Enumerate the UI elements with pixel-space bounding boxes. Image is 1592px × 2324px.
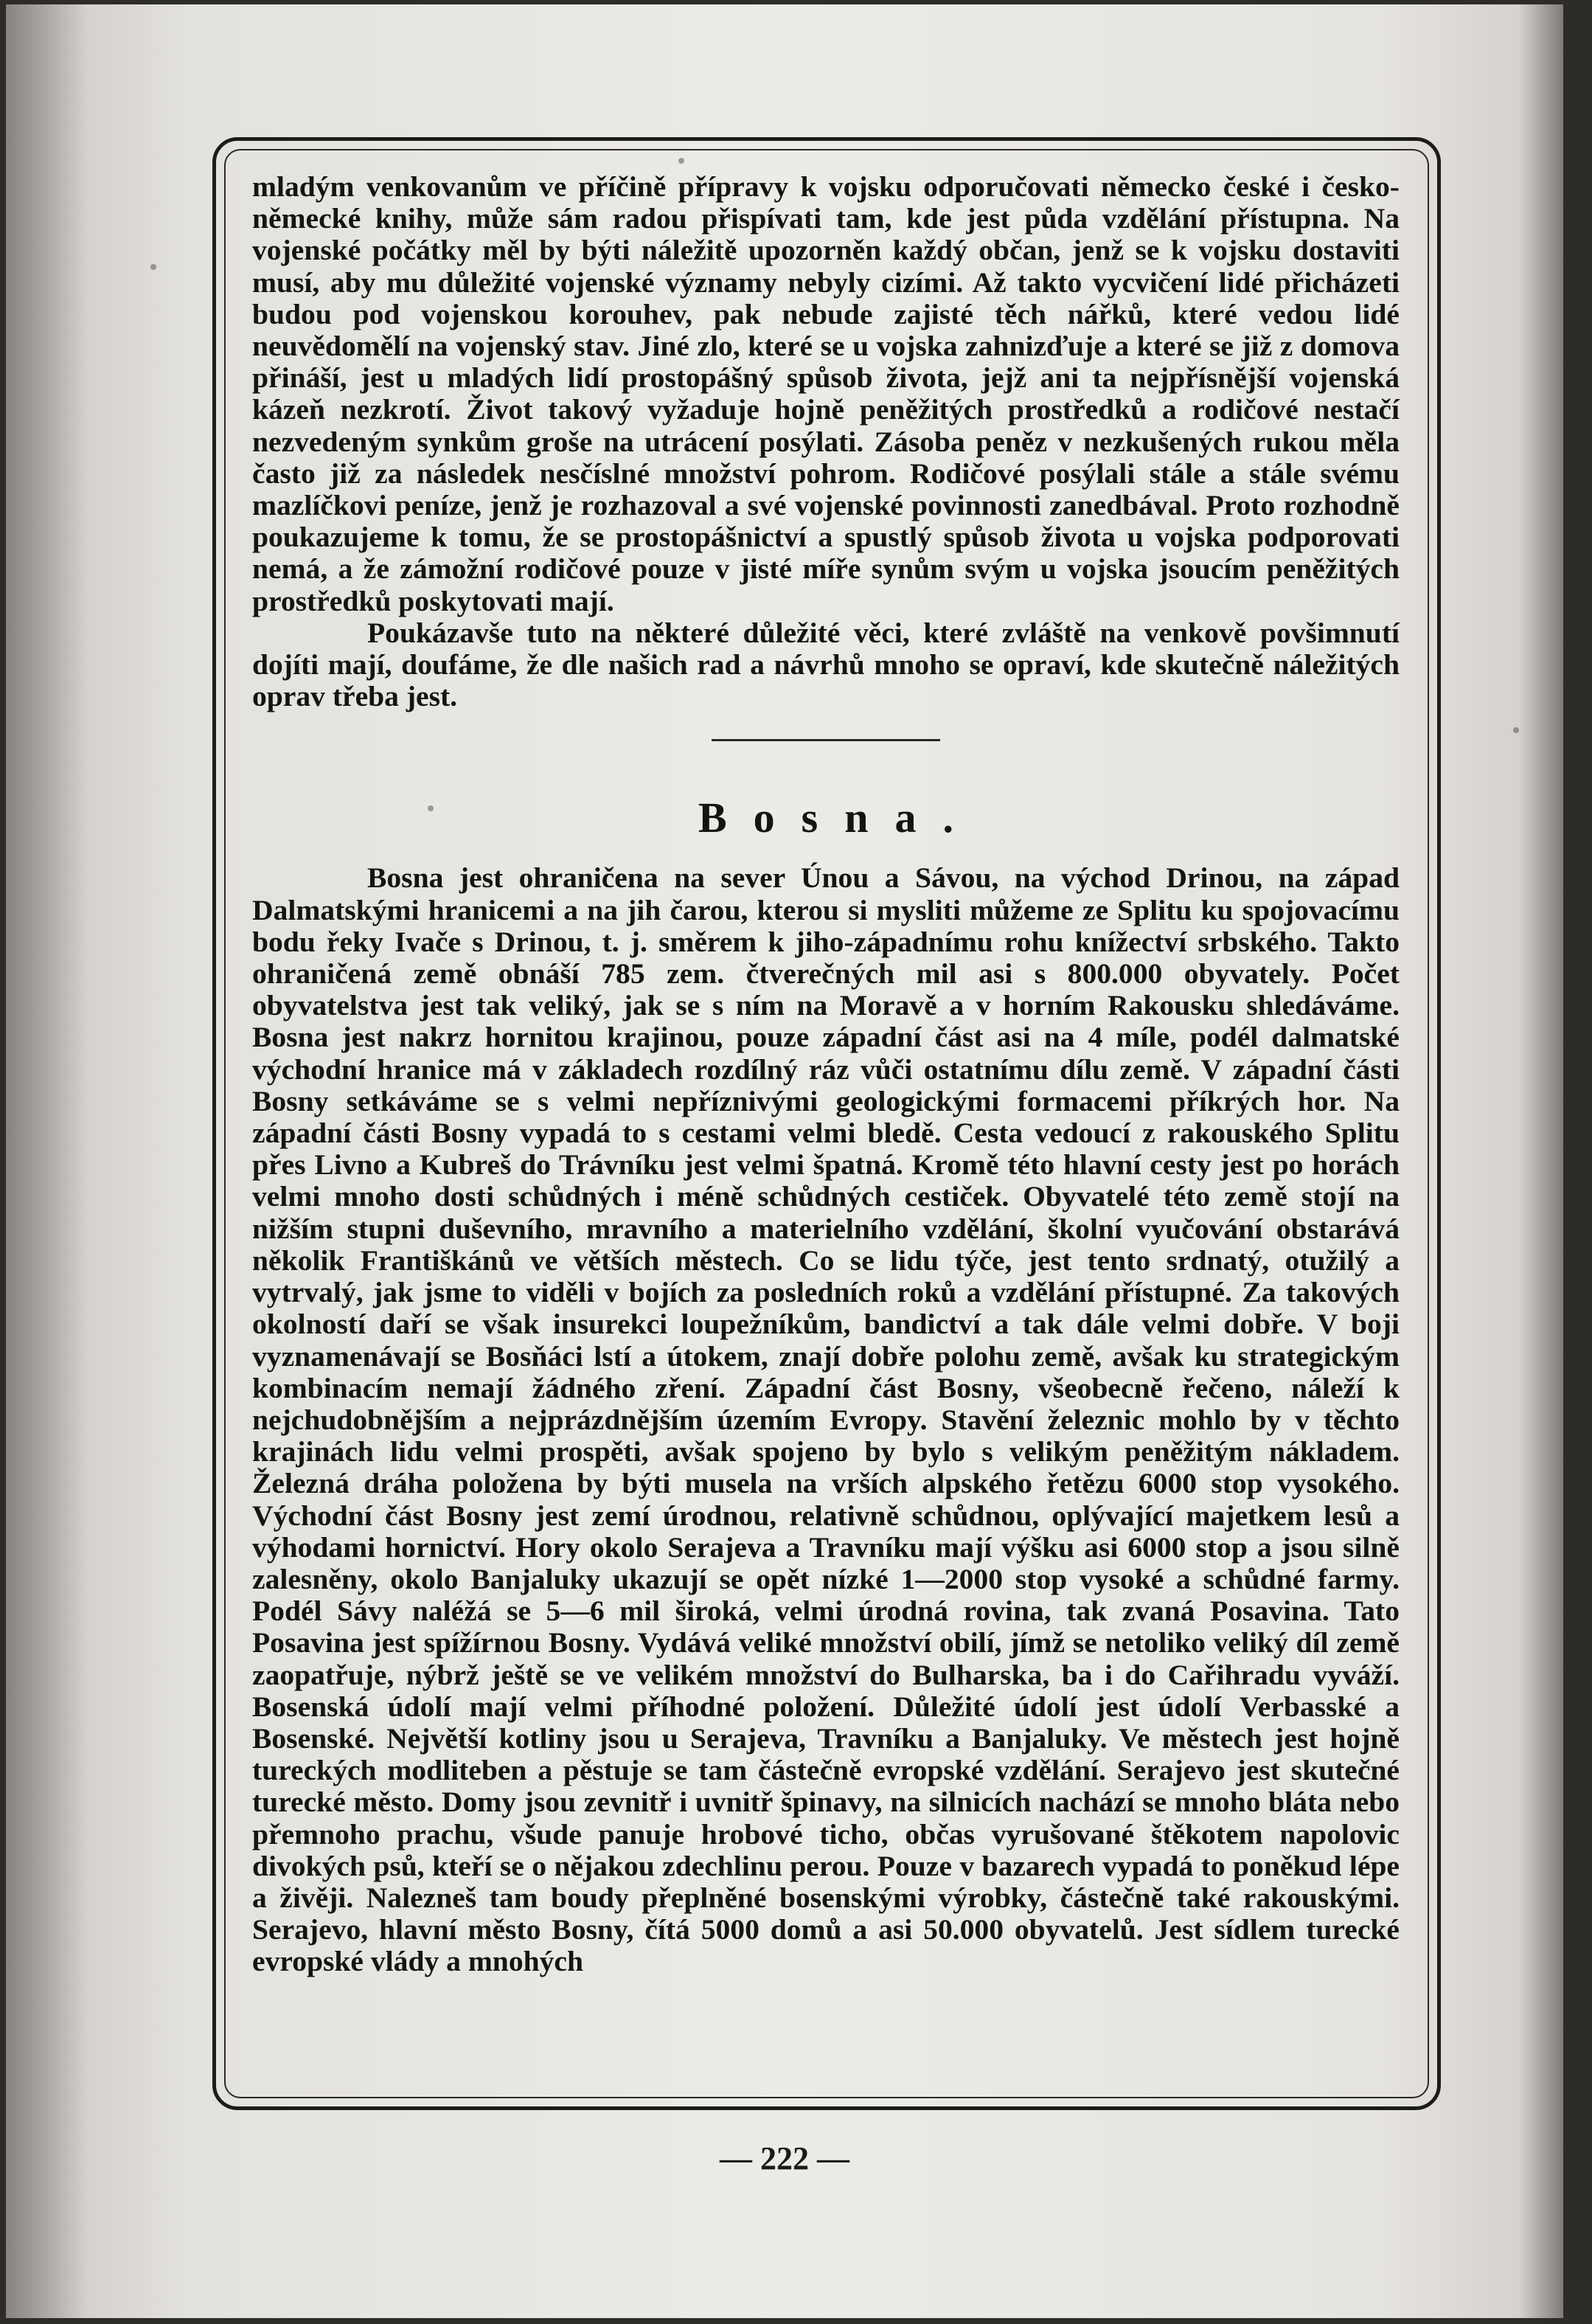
- section-body: [252, 862, 1400, 1977]
- scan-edge-shadow-right: [1519, 4, 1563, 2318]
- ink-speck: [150, 264, 156, 270]
- body-paragraph: Poukázavše tuto na některé důležité věci, které zvláště na venkově povšimnutí dojíti mají, doufáme, že dle našich rad a návrhů mnoho se opraví, kde skutečně náležitých oprav třeba jest.: [252, 616, 1400, 713]
- ink-speck: [1513, 727, 1519, 733]
- page-content: [252, 171, 1400, 1978]
- body-paragraph: Bosna jest ohraničena na sever Únou a Sávou, na východ Drinou, na západ Dalmatskými hranicemi a na jih čarou, kterou si mysliti můžeme ze Splitu ku spojovacímu bodu řeky Ivače s Drinou, t. j. směrem k jiho-západnímu rohu knížectví srbského. Takto ohraničená země obnáší 785 zem. čtverečných mil asi s 800.000 obyvately. Počet obyvatelstva jest tak veliký, jak se s ním na Moravě a v horním Rakousku shledáváme. Bosna jest nakrz hornitou krajinou, pouze západní část asi na 4 míle, podél dalmatské východní hranice má v základech rozdílný ráz vůči ostatnímu dílu země. V západní části Bosny setkáváme se s velmi nepříznivými geologickými formacemi příkrých hor. Na západní části Bosny vypadá to s cestami velmi bledě. Cesta vedoucí z rakouského Splitu přes Livno a Kubreš do Trávníku jest velmi špatná. Kromě této hlavní cesty jest po horách velmi mnoho dosti schůdných i méně schůdných cestiček. Obyvatelé této země stojí na nižším stupni duševního, mravního a materielního vzdělání, školní vyučování obstarává několik Františkánů ve větších městech. Co se lidu týče, jest tento srdnatý, otužilý a vytrvalý, jak jsme to viděli v bojích za posledních roků a vzdělání přístupné. Za takových okolností daří se však insurekci loupežníkům, bandictví a tak dále velmi dobře. V boji vyznamenávají se Bosňáci lstí a útokem, znají dobře polohu země, avšak ku strategickým kombinacím nemají žádného zření. Západní část Bosny, všeobecně řečeno, náleží k nejchudobnějším a nejprázdnějším územím Evropy. Stavění železnic mohlo by v těchto krajinách lidu velmi prospěti, avšak spojeno by bylo s velikým peněžitým nákladem. Železná dráha položena by býti musela na vrších alpského řetězu 6000 stop vysokého. Východní část Bosny jest zemí úrodnou, relativně schůdnou, oplývající majetkem lesů a výhodami hornictví. Hory okolo Serajeva a Travníku mají výšku asi 6000 stop a jsou silně zalesněny, okolo Banjaluky ukazují se opět nízké 1—2000 stop vysoké a schůdné farmy. Podél Sávy naléžá se 5—6 mil široká, velmi úrodná rovina, tak zvaná Posavina. Tato Posavina jest spížírnou Bosny. Vydává veliké množství obilí, jímž se netoliko veliký díl země zaopatřuje, nýbrž ještě se ve velikém množství do Bulharska, ba i do Cařihradu vyváží. Bosenská údolí mají velmi příhodné položení. Důležité údolí jest údolí Verbasské a Bosenské. Největší kotliny jsou u Serajeva, Travníku a Banjaluky. Ve městech jest hojně tureckých modliteben a pěstuje se tam částečně evropské vzdělání. Serajevo jest skutečné turecké město. Domy jsou zevnitř i uvnitř špinavy, na silnicích nachází se mnoho bláta nebo přemnoho prachu, všude panuje hrobové ticho, občas vyrušované štěkotem napolovic divokých psů, kteří se o nějakou zdechlinu perou. Pouze v bazarech vypadá to poněkud lépe a živěji. Nalezneš tam boudy přeplněné bosenskými výrobky, částečně také rakouskými. Serajevo, hlavní město Bosny, čítá 5000 domů a asi 50.000 obyvatelů. Jest sídlem turecké evropské vlády a mnohých: [252, 861, 1400, 1978]
- ink-speck: [678, 158, 684, 164]
- scan-edge-shadow-left: [6, 4, 87, 2318]
- section-heading: Bosna.: [698, 794, 980, 842]
- scanned-page: [6, 4, 1563, 2318]
- section-divider: [712, 739, 940, 741]
- body-paragraph: mladým venkovanům ve příčině přípravy k vojsku odporučovati německo české i česko-německé knihy, může sám radou přispívati tam, kde jest půda vzdělání přístupna. Na vojenské počátky měl by býti náležitě upozorněn každý občan, jenž se k vojsku dostaviti musí, aby mu důležité vojenské významy nebyly cizími. Až takto vycvičení lidé přicházeti budou pod vojenskou korouhev, pak nebude zajisté těch nářků, které vedou lidé neuvědomělí na vojenský stav. Jiné zlo, které se u vojska zahnizďuje a které se již z domova přináší, jest u mladých lidí prostopášný spůsob života, jejž ani ta nejpřísnější vojenská kázeň nezkrotí. Život takový vyžaduje hojně peněžitých prostředků a rodičové nestačí nezvedeným synkům groše na utrácení posýlati. Zásoba peněz v nezkušených rukou měla často již za následek nesčíslné množství pohrom. Rodičové posýlali stále a stále svému mazlíčkovi peníze, jenž je rozhazoval a své vojenské povinnosti zanedbával. Proto rozhodně poukazujeme k tomu, že se prostopášnictví a spustlý spůsob života u vojska podporovati nemá, a že zámožní rodičové pouze v jisté míře synům svým u vojska jsoucím peněžitých prostředků poskytovati mají.: [252, 170, 1400, 617]
- page-number: — 222 —: [720, 2140, 849, 2176]
